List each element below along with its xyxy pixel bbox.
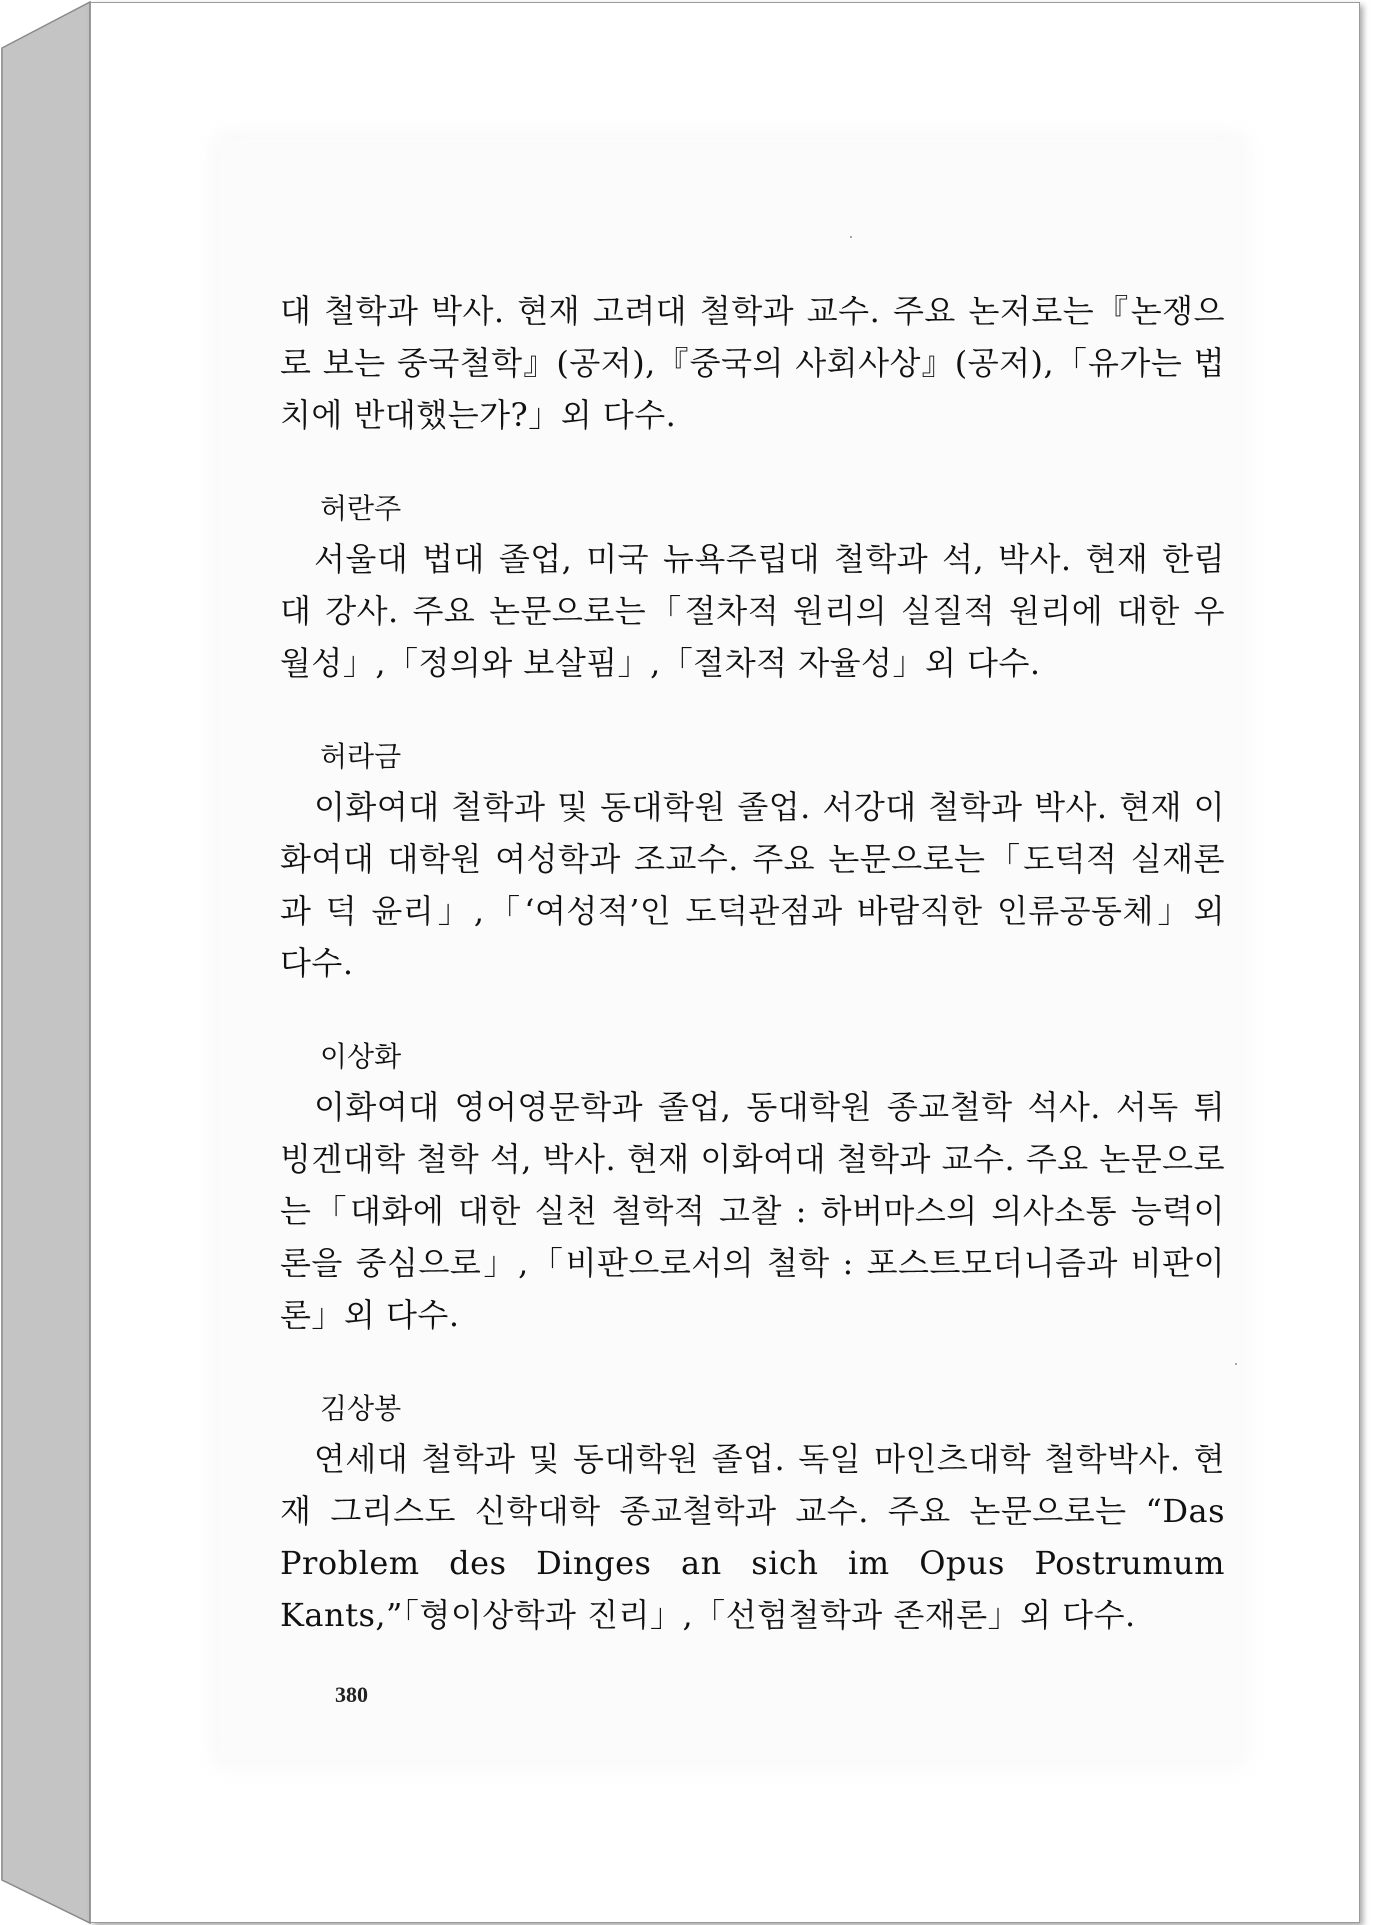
author-name: 김상봉	[320, 1392, 402, 1425]
author-bio: 서울대 법대 졸업, 미국 뉴욕주립대 철학과 석, 박사. 현재 한림대 강사. 주요 논문으로는「절차적 원리의 실질적 원리에 대한 우월성」,「정의와 보살핌」,「절차적 자율성」외 다수.	[280, 540, 1225, 682]
author-name: 허라금	[320, 740, 402, 773]
author-bio: 이화여대 영어영문학과 졸업, 동대학원 종교철학 석사. 서독 튀빙겐대학 철학 석, 박사. 현재 이화여대 철학과 교수. 주요 논문으로는「대화에 대한 실천 철학적 고찰 : 하버마스의 의사소통 능력이론을 중심으로」,「비판으로서의 철학 : 포스트모더니즘과 비판이론」외 다수.	[280, 1088, 1225, 1334]
page-number: 380	[335, 1682, 368, 1707]
author-entry	[280, 737, 1225, 989]
scan-speck	[850, 236, 852, 238]
author-name: 이상화	[320, 1040, 402, 1073]
author-bio: 연세대 철학과 및 동대학원 졸업. 독일 마인츠대학 철학박사. 현재 그리스도 신학대학 종교철학과 교수. 주요 논문으로는 “Das Problem des Dinges an sich im Opus Postrumum Kants,”「형이상학과 진리」,「선험철학과 존재론」외 다수.	[280, 1440, 1225, 1634]
intro-paragraph: 대 철학과 박사. 현재 고려대 철학과 교수. 주요 논저로는『논쟁으로 보는 중국철학』(공저),『중국의 사회사상』(공저),「유가는 법치에 반대했는가?」외 다수.	[280, 292, 1225, 434]
author-bio: 이화여대 철학과 및 동대학원 졸업. 서강대 철학과 박사. 현재 이화여대 대학원 여성학과 조교수. 주요 논문으로는「도덕적 실재론과 덕 윤리」,「‘여성적’인 도덕관점과 바람직한 인류공동체」외 다수.	[280, 788, 1225, 982]
scan-speck	[1235, 1363, 1237, 1365]
author-entry	[280, 1389, 1225, 1641]
spine-face	[2, 2, 90, 1923]
author-name: 허란주	[320, 492, 402, 525]
author-entry	[280, 1037, 1225, 1341]
page-content	[280, 285, 1225, 1641]
author-entry	[280, 489, 1225, 689]
